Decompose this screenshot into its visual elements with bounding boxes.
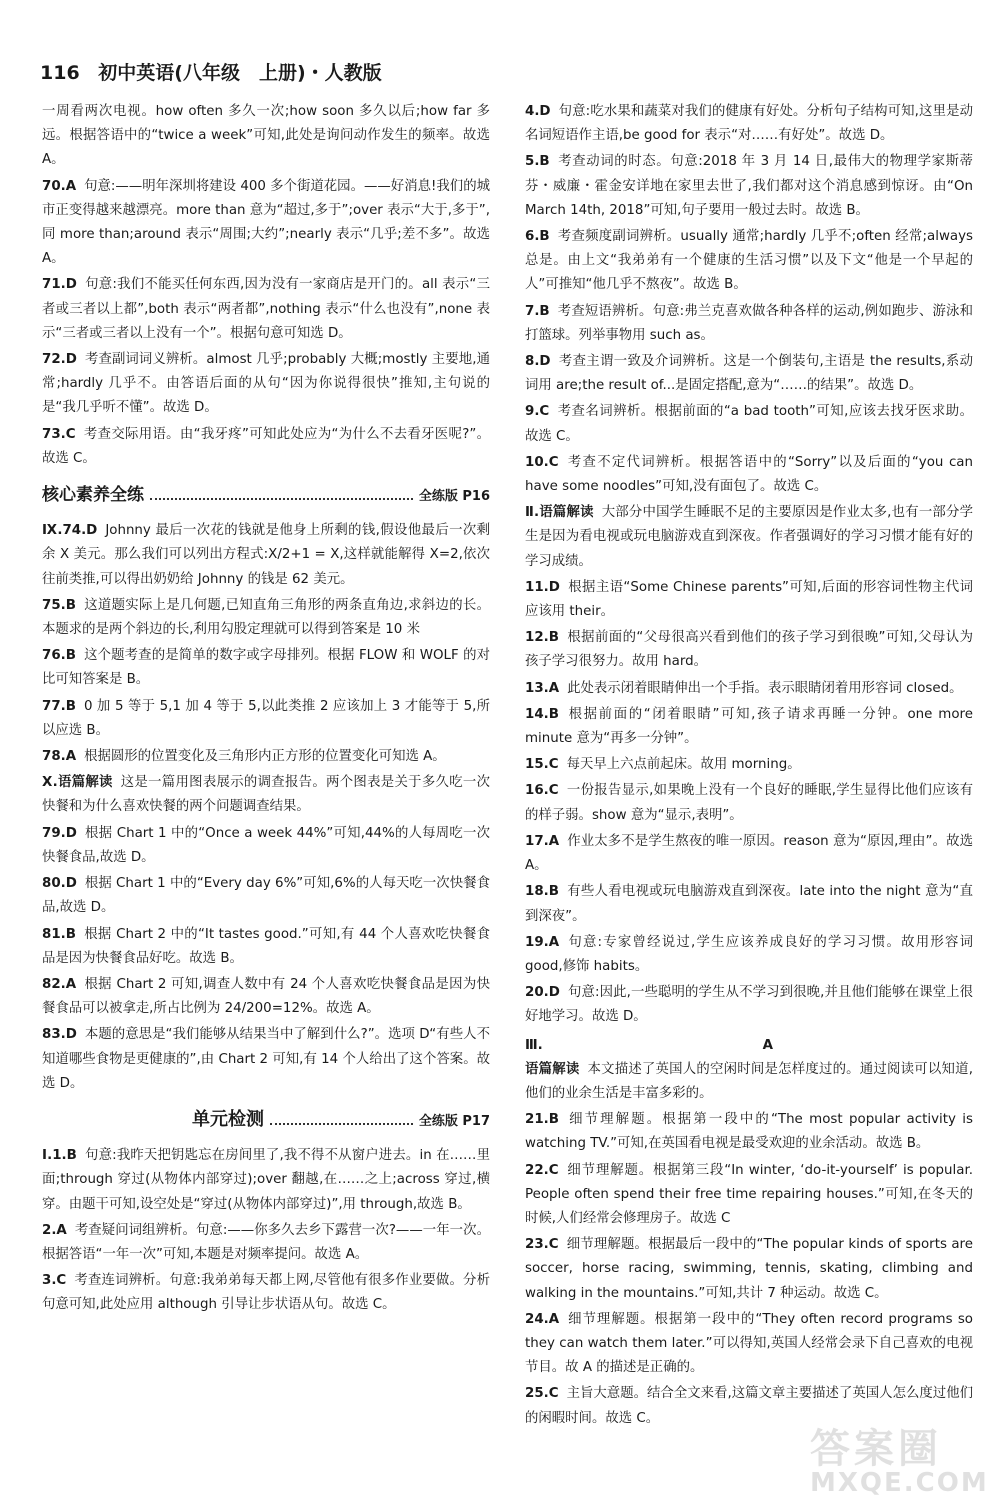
answer-number: 17.A [525, 833, 560, 849]
answer-explanation: 一份报告显示,如果晚上没有一个良好的睡眠,学生显得比他们应该有的样子弱。show 意为“显示,表明”。 [525, 783, 973, 823]
answer-continuation: 一周看两次电视。how often 多久一次;how soon 多久以后;how far 多远。根据答语中的“twice a week”可知,此处是询问动作发生的频率。故选 A。 [42, 104, 490, 168]
section-title: 核心素养全练 [42, 485, 144, 506]
answer-number: 12.B [525, 630, 559, 646]
answer-number: 70.A [42, 178, 77, 194]
answer-number: 2.A [42, 1222, 67, 1238]
section-heading [42, 483, 490, 509]
answer-entry [42, 423, 490, 471]
answer-number: Ⅰ.1.B [42, 1148, 77, 1164]
answer-explanation: 句意:专家曾经说过,学生应该养成良好的学习习惯。故用形容词 good,修饰 habits。 [525, 934, 973, 974]
answer-number: 4.D [525, 104, 551, 119]
answer-number: 语篇解读 [525, 1061, 580, 1077]
answer-explanation: 此处表示闭着眼睛伸出一个手指。表示眼睛闭着用形容词 closed。 [567, 680, 963, 696]
answer-explanation: 主旨大意题。结合全文来看,这篇文章主要描述了英国人怎么度过他们的闲暇时间。故选 C。 [525, 1386, 973, 1426]
watermark-logo [810, 1417, 990, 1498]
answer-explanation: 0 加 5 等于 5,1 加 4 等于 5,以此类推 2 应该加上 3 才能等于 5,所以应选 B。 [42, 698, 490, 738]
answer-entry [525, 350, 973, 398]
part-heading [525, 1034, 973, 1058]
answer-entry [42, 175, 490, 272]
answer-entry [42, 973, 490, 1021]
answer-explanation: 考查名词辨析。根据前面的“a bad tooth”可知,应该去找牙医求助。故选 C。 [525, 404, 973, 444]
answer-number: 9.C [525, 404, 550, 420]
answer-explanation: 根据圆形的位置变化及三角形内正方形的位置变化可知选 A。 [84, 749, 446, 765]
answer-number: 14.B [525, 706, 559, 722]
answer-explanation: 考查连词辨析。句意:我弟弟每天都上网,尽管他有很多作业要做。分析句意可知,此处应用 although 引导让步状语从句。故选 C。 [42, 1273, 490, 1313]
answer-entry [42, 745, 490, 769]
section-title: 单元检测 [192, 1108, 264, 1130]
answer-explanation: 细节理解题。根据第三段“In winter, ‘do-it-yourself’ is popular. People often spend their free time repairing houses.”可知,在冬天的时候,人们经常会修理房子。故选 C [525, 1162, 973, 1226]
answer-number: 19.A [525, 934, 560, 950]
answer-entry [42, 273, 490, 346]
answer-number: 15.C [525, 757, 559, 773]
answer-entry [525, 300, 973, 348]
answer-explanation: 作业太多不是学生熬夜的唯一原因。reason 意为“原因,理由”。故选 A。 [525, 833, 973, 874]
answer-number: 80.D [42, 876, 77, 892]
answer-explanation: 根据前面的“父母很高兴看到他们的孩子学习到很晚”可知,父母认为孩子学习很努力。故用 hard。 [525, 630, 973, 670]
part-numeral: Ⅲ. [525, 1037, 543, 1053]
passage-label: A [762, 1037, 773, 1053]
answer-number: 75.B [42, 597, 76, 613]
answer-explanation: 根据 Chart 2 中的“It tastes good.”可知,有 44 个人喜欢吃快餐食品是因为快餐食品好吃。故选 B。 [42, 926, 490, 966]
answer-entry [42, 872, 490, 920]
answer-explanation: 句意:我们不能买任何东西,因为没有一家商店是开门的。all 表示“三者或三者以上都”,both 表示“两者都”,nothing 表示“什么也没有”,none 表示“三者或三者以上没有一个”。根据句意可知选 D。 [42, 277, 490, 341]
answer-explanation: 考查疑问词组辨析。句意:——你多久去乡下露营一次?——一年一次。根据答语“一年一次”可知,本题是对频率提问。故选 A。 [42, 1222, 490, 1262]
answer-number: 21.B [525, 1112, 559, 1128]
answer-number: 18.B [525, 884, 559, 900]
book-title: 初中英语(八年级 上册)・人教版 [98, 62, 382, 84]
page-number: 116 [40, 62, 80, 84]
section-heading [42, 1108, 490, 1134]
answer-explanation: 每天早上六点前起床。故用 morning。 [566, 757, 801, 773]
answer-entry [525, 981, 973, 1029]
answer-entry [525, 753, 973, 777]
answer-explanation: 细节理解题。根据第一段中的“They often record programs so they can watch them later.”可以得知,英国人经常会录下自己喜欢的电视节目。故 A 的描述是正确的。 [525, 1311, 973, 1376]
answer-explanation: 考查主谓一致及介词辨析。这是一个倒装句,主语是 the results,系动词用 are;the result of...是固定搭配,意为“……的结果”。故选 D。 [525, 354, 973, 394]
answer-number: 71.D [42, 277, 77, 293]
answer-entry [42, 923, 490, 971]
section-page-ref: 全练版 P17 [418, 1113, 490, 1129]
answer-explanation: 句意:——明年深圳将建设 400 多个街道花园。——好消息!我们的城市正变得越来越漂亮。more than 意为“超过,多于”;over 表示“大于,多于”,同 more than;around 表示“周围;大约”;nearly 表示“几乎;差不多”。故选 A。 [42, 178, 490, 267]
answer-explanation: 根据 Chart 2 可知,调查人数中有 24 个人喜欢吃快餐食品是因为快餐食品可以被拿走,所占比例为 24/200=12%。故选 A。 [42, 976, 490, 1017]
answer-explanation: 考查频度副词辨析。usually 通常;hardly 几乎不;often 经常;always 总是。由上文“我弟弟有一个健康的生活习惯”以及下文“他是一个早起的人”可推知“他几乎不熬夜”。故选 B。 [525, 229, 973, 293]
answer-entry [42, 1269, 490, 1317]
answer-entry [525, 225, 973, 298]
answer-explanation: 根据主语“Some Chinese parents”可知,后面的形容词性物主代词应该用 their。 [525, 579, 973, 620]
answer-entry [42, 644, 490, 692]
answer-entry [525, 576, 973, 624]
answer-explanation: 本文描述了英国人的空闲时间是怎样度过的。通过阅读可以知道,他们的业余生活是丰富多彩的。 [525, 1061, 973, 1101]
answer-explanation: 细节理解题。根据第一段中的“The most popular activity is watching TV.”可知,在英国看电视是最受欢迎的业余活动。故选 B。 [525, 1112, 973, 1152]
answer-explanation: 考查短语辨析。句意:弗兰克喜欢做各种各样的运动,例如跑步、游泳和打篮球。列举事物用 such as。 [525, 303, 973, 343]
answer-entry [42, 594, 490, 642]
answer-entry [525, 626, 973, 674]
answer-number: 83.D [42, 1027, 77, 1043]
answer-number: 7.B [525, 303, 550, 319]
answer-explanation: 句意:我昨天把钥匙忘在房间里了,我不得不从窗户进去。in 在……里面;through 穿过(从物体内部穿过);over 翻越,在……之上;across 穿过,横穿。由题干可知,设空处是“穿过(从物体内部穿过)”,用 through,故选 B。 [42, 1148, 491, 1212]
answer-number: 16.C [525, 783, 559, 799]
answer-entry [525, 451, 973, 499]
answer-number: 5.B [525, 154, 550, 170]
answer-number: 13.A [525, 680, 560, 696]
answer-entry [42, 348, 490, 421]
answer-entry [525, 830, 973, 878]
answer-number: 11.D [525, 579, 560, 595]
answer-explanation: 考查交际用语。由“我牙疼”可知此处应为“为什么不去看牙医呢?”。故选 C。 [42, 426, 490, 466]
answer-number: 3.C [42, 1273, 67, 1289]
answer-explanation: 根据前面的“闭着眼睛”可知,孩子请求再睡一分钟。one more minute 意为“再多一分钟”。 [525, 706, 973, 747]
answer-number: 20.D [525, 985, 560, 1001]
answer-explanation: 细节理解题。根据最后一段中的“The popular kinds of sports are soccer, horse racing, swimming, tennis, skating, climbing and walking in the mountains.”可知,共计 7 种运动。故选 C。 [525, 1237, 973, 1301]
answer-explanation: 有些人看电视或玩电脑游戏直到深夜。late into the night 意为“直到深夜”。 [525, 884, 973, 924]
section-page-ref: 全练版 P16 [418, 489, 490, 505]
answer-explanation: 考查不定代词辨析。根据答语中的“Sorry”以及后面的“you can have some noodles”可知,没有面包了。故选 C。 [525, 454, 973, 495]
answer-entry [525, 931, 973, 979]
answer-entry [525, 150, 973, 223]
answer-number: Ⅹ.语篇解读 [42, 775, 113, 791]
answer-explanation: 这个题考查的是简单的数字或字母排列。根据 FLOW 和 WOLF 的对比可知答案是 B。 [42, 648, 490, 688]
answer-entry [525, 400, 973, 448]
answer-entry [42, 1023, 490, 1096]
answer-entry [525, 1108, 973, 1156]
answer-number: 79.D [42, 825, 77, 841]
answer-entry [525, 1308, 973, 1381]
answer-entry [525, 1058, 973, 1106]
answer-explanation: 句意:因此,一些聪明的学生从不学习到很晚,并且他们能够在课堂上很好地学习。故选 D。 [525, 985, 973, 1025]
answer-explanation: 考查动词的时态。句意:2018 年 3 月 14 日,最伟大的物理学家斯蒂芬・威廉・霍金安详地在家里去世了,我们都对这个消息感到惊讶。由“On March 14th, 2018”可知,句子要用一般过去时。故选 B。 [525, 154, 973, 218]
answer-explanation: 考查副词词义辨析。almost 几乎;probably 大概;mostly 主要地,通常;hardly 几乎不。由答语后面的从句“因为你说得很快”推知,主句说的是“我几乎听不懂”。故选 D。 [42, 352, 490, 416]
answer-number: 8.D [525, 354, 551, 370]
answer-number: 73.C [42, 426, 76, 442]
answer-entry [525, 779, 973, 827]
right-column [525, 100, 973, 1433]
answer-number: 25.C [525, 1386, 559, 1402]
answer-entry [525, 880, 973, 928]
answer-entry [525, 100, 973, 148]
answer-entry [42, 1144, 490, 1217]
answer-entry [525, 677, 973, 701]
answer-entry [42, 695, 490, 743]
answer-explanation: Johnny 最后一次花的钱就是他身上所剩的钱,假设他最后一次剩余 X 美元。那么我们可以列出方程式:X/2+1 = X,这样就能解得 X=2,依次往前类推,可以得出奶奶给 Johnny 的钱是 62 美元。 [42, 523, 490, 587]
answer-entry [42, 822, 490, 870]
answer-explanation: 这道题实际上是几何题,已知直角三角形的两条直角边,求斜边的长。本题求的是两个斜边的长,利用勾股定理就可以得到答案是 10 米 [42, 597, 490, 638]
answer-number: 6.B [525, 229, 550, 245]
answer-number: 23.C [525, 1237, 559, 1253]
answer-number: 72.D [42, 352, 77, 368]
answer-number: 22.C [525, 1162, 559, 1178]
answer-number: 81.B [42, 926, 76, 942]
answer-number: 76.B [42, 648, 76, 664]
dot-leader [270, 1113, 413, 1125]
answer-explanation: 根据 Chart 1 中的“Every day 6%”可知,6%的人每天吃一次快餐食品,故选 D。 [42, 876, 490, 916]
answer-number: 24.A [525, 1311, 560, 1327]
answer-number: Ⅸ.74.D [42, 523, 98, 539]
answer-entry [525, 501, 973, 574]
watermark-url: MXQE.COM [810, 1468, 989, 1498]
answer-number: 77.B [42, 698, 76, 714]
answer-explanation: 本题的意思是“我们能够从结果当中了解到什么?”。选项 D“有些人不知道哪些食物是更健康的”,由 Chart 2 可知,有 14 个人给出了这个答案。故选 D。 [42, 1027, 490, 1091]
answer-entry [525, 1233, 973, 1306]
answer-entry [525, 703, 973, 751]
answer-number: 78.A [42, 749, 77, 765]
answer-entry [42, 771, 490, 819]
answer-number: 82.A [42, 976, 77, 992]
dot-leader [150, 488, 413, 500]
answer-number: Ⅱ.语篇解读 [525, 505, 594, 521]
answer-entry [42, 1219, 490, 1267]
answer-explanation: 句意:吃水果和蔬菜对我们的健康有好处。分析句子结构可知,这里是动名词短语作主语,be good for 表示“对……有好处”。故选 D。 [525, 104, 973, 144]
left-column [42, 100, 490, 1320]
answer-explanation: 这是一篇用图表展示的调查报告。两个图表是关于多久吃一次快餐和为什么喜欢快餐的两个问题调查结果。 [42, 775, 490, 815]
answer-entry [525, 1159, 973, 1232]
answer-entry [42, 519, 490, 592]
page-header [40, 58, 382, 85]
watermark-text: 答案圈 [810, 1426, 942, 1472]
answer-explanation: 大部分中国学生睡眠不足的主要原因是作业太多,也有一部分学生是因为看电视或玩电脑游戏直到深夜。作者强调好的学习习惯才能有好的学习成绩。 [525, 505, 973, 569]
answer-number: 10.C [525, 454, 559, 470]
answer-explanation: 根据 Chart 1 中的“Once a week 44%”可知,44%的人每周吃一次快餐食品,故选 D。 [42, 825, 490, 865]
